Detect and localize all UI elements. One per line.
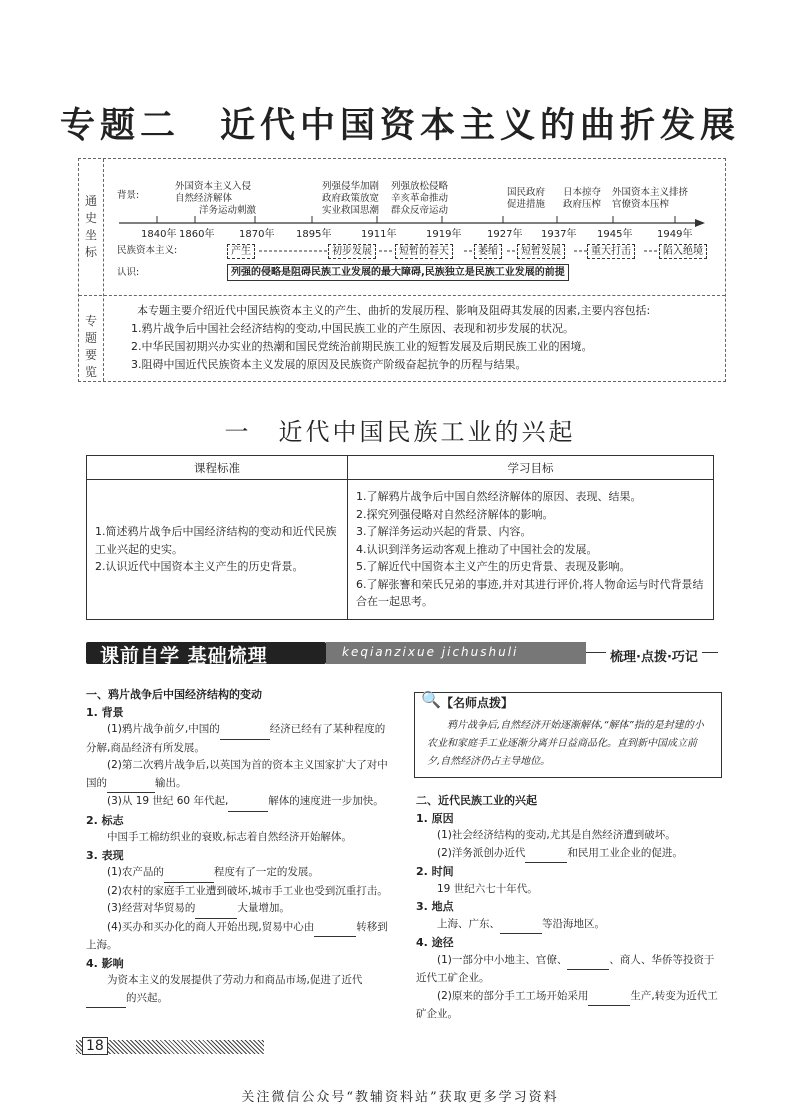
reason-title: 1. 原因 <box>416 811 454 825</box>
cognition-text: 列强的侵略是阻碍民族工业发展的最大障碍,民族独立是民族工业发展的前提 <box>227 264 569 281</box>
background-2: 列强侵华加剧 政府政策放宽 实业救国思潮 <box>322 181 380 216</box>
year-1840: 1840年 <box>141 229 177 240</box>
left-column: 一、鸦片战争后中国经济结构的变动 1. 背景 (1)鸦片战争前夕,中国的 经济已经有了某种程度的分解,商品经济有所发展。 (2)第二次鸦片战争后,以英国为首的资本主义国家扩大了对中国的 输出。 (3)从 19 世纪 60 年代起, 解体的速度进一步加快。 2. 标志 中国手工棉纺织业的衰败,标志着自然经济开始解体。 3. 表现 (1)农产品的 程度有了一定的发展。 (2)农村的家庭手工业遭到破坏,城市手工业也受到沉重打击。 (3)经营对华贸易的 大量增加。 (4)买办和买办化的商人开始出现,贸易中心由 转移到上海。 4. 影响 为资本主义的发展提供了劳动力和商品市场,促进了近代 的兴起。 <box>86 686 390 1008</box>
part1-title: 一、鸦片战争后中国经济结构的变动 <box>86 688 262 701</box>
stage-brief-development: 短暂发展 <box>517 244 565 259</box>
banner-right: 梳理·点拨·巧记 <box>606 646 702 665</box>
blank <box>228 793 268 812</box>
stage-brief-spring: 短暂的春天 <box>395 244 453 259</box>
mark-title: 2. 标志 <box>86 813 124 827</box>
section-title: 一 近代中国民族工业的兴起 <box>224 418 576 446</box>
goals-cell: 1.了解鸦片战争后中国自然经济解体的原因、表现、结果。 2.探究列强侵略对自然经济解体的影响。 3.了解洋务运动兴起的背景、内容。 4.认识到洋务运动客观上推动了中国社会的发展。 5.了解近代中国资本主义产生的历史背景、表现及影响。 6.了解张謇和荣氏兄弟的事迹,并对其进行评价,将人物命运与时代背景结合在一起思考。 <box>348 480 714 620</box>
tip-label: 【名师点拨】 <box>441 696 514 710</box>
year-1949: 1949年 <box>657 229 693 240</box>
header-goals: 学习目标 <box>348 456 714 480</box>
stage-emergence: 产生 <box>227 244 255 259</box>
background-6: 外国资本主义排挤 官僚资本压榨 <box>612 187 689 210</box>
year-1945: 1945年 <box>597 229 633 240</box>
year-1870: 1870年 <box>239 229 275 240</box>
tip-text: 鸦片战争后,自然经济开始逐渐解体,“解体”指的是封建的小农业和家庭手工业逐渐分离并日益商品化。直到新中国成立前夕,自然经济仍占主导地位。 <box>427 720 704 767</box>
background-title: 1. 背景 <box>86 705 124 719</box>
background-1: 外国资本主义入侵 自然经济解体 洋务运动刺激 <box>175 181 257 216</box>
blank <box>220 721 270 740</box>
stage-heavy-blow: 重大打击 <box>587 244 635 259</box>
header-standards: 课程标准 <box>87 456 348 480</box>
banner-title: 课前自学 基础梳理 <box>100 645 268 667</box>
year-1860: 1860年 <box>179 229 215 240</box>
year-1895: 1895年 <box>296 229 332 240</box>
blank <box>107 775 155 794</box>
blank <box>314 919 356 938</box>
blank <box>195 900 237 919</box>
section-banner <box>86 640 718 667</box>
year-1937: 1937年 <box>541 229 577 240</box>
page-number: 18 <box>82 1037 108 1055</box>
teacher-tip-box <box>414 692 722 778</box>
footer-text: 关注微信公众号“教辅资料站”获取更多学习资料 <box>241 1090 559 1105</box>
page-title: 专题二 近代中国资本主义的曲折发展 <box>59 105 740 146</box>
blank <box>525 845 567 864</box>
performance-title: 3. 表现 <box>86 848 124 862</box>
standards-cell: 1.简述鸦片战争后中国经济结构的变动和近代民族工业兴起的史实。 2.认识近代中国资本主义产生的历史背景。 <box>87 480 348 620</box>
impact-title: 4. 影响 <box>86 956 124 970</box>
blank <box>500 916 542 935</box>
blank <box>588 988 630 1007</box>
part2-title: 二、近代民族工业的兴起 <box>416 794 537 807</box>
stage-initial-development: 初步发展 <box>328 244 376 259</box>
background-3: 列强放松侵略 辛亥革命推动 群众反帝运动 <box>391 181 449 216</box>
place-title: 3. 地点 <box>416 900 454 913</box>
capitalism-label: 民族资本主义: <box>117 245 178 256</box>
overview-text: 本专题主要介绍近代中国民族资本主义的产生、曲折的发展历程、影响及阻碍其发展的因素,主要内容包括: 1.鸦片战争后中国社会经济结构的变动,中国民族工业的产生原因、表现和初步发展的状况。 2.中华民国初期兴办实业的热潮和国民党统治前期民族工业的短暂发展及后期民族工业的困境。 3.阻碍中国近代民族资本主义发展的原因及民族资产阶级奋起抗争的历程与结果。 <box>131 304 651 371</box>
right-column: 二、近代民族工业的兴起 1. 原因 (1)社会经济结构的变动,尤其是自然经济遭到破坏。 (2)洋务派创办近代 和民用工业企业的促进。 2. 时间 19 世纪六七十年代。 3. 地点 上海、广东、 等沿海地区。 4. 途径 (1)一部分中小地主、官僚、 、商人、华侨等投资于近代工矿企业。 (2)原来的部分手工工场开始采用 生产,转变为近代工矿企业。 <box>416 792 722 1024</box>
blank <box>86 990 126 1009</box>
standards-table <box>86 455 714 620</box>
year-1919: 1919年 <box>426 229 462 240</box>
blank <box>567 952 609 971</box>
banner-pinyin: keqianzixue jichushuli <box>342 645 519 659</box>
year-1911: 1911年 <box>361 229 397 240</box>
background-label: 背景: <box>117 190 140 201</box>
timeline-box <box>78 158 726 382</box>
magnifier-icon: 🔍 <box>421 690 441 709</box>
cognition-label: 认识: <box>117 267 140 278</box>
blank <box>164 864 214 883</box>
time-title: 2. 时间 <box>416 865 454 878</box>
stage-arrows <box>219 243 709 259</box>
timeline-side-label: 通 史 坐 标 <box>84 194 97 259</box>
stage-shrink: 萎缩 <box>474 244 502 259</box>
year-1927: 1927年 <box>487 229 523 240</box>
background-5: 日本掠夺 政府压榨 <box>563 187 602 210</box>
background-4: 国民政府 促进措施 <box>507 187 546 210</box>
stage-desperate: 陷入绝境 <box>659 244 707 259</box>
overview-side-label: 专 题 要 览 <box>84 314 97 379</box>
route-title: 4. 途径 <box>416 936 454 949</box>
